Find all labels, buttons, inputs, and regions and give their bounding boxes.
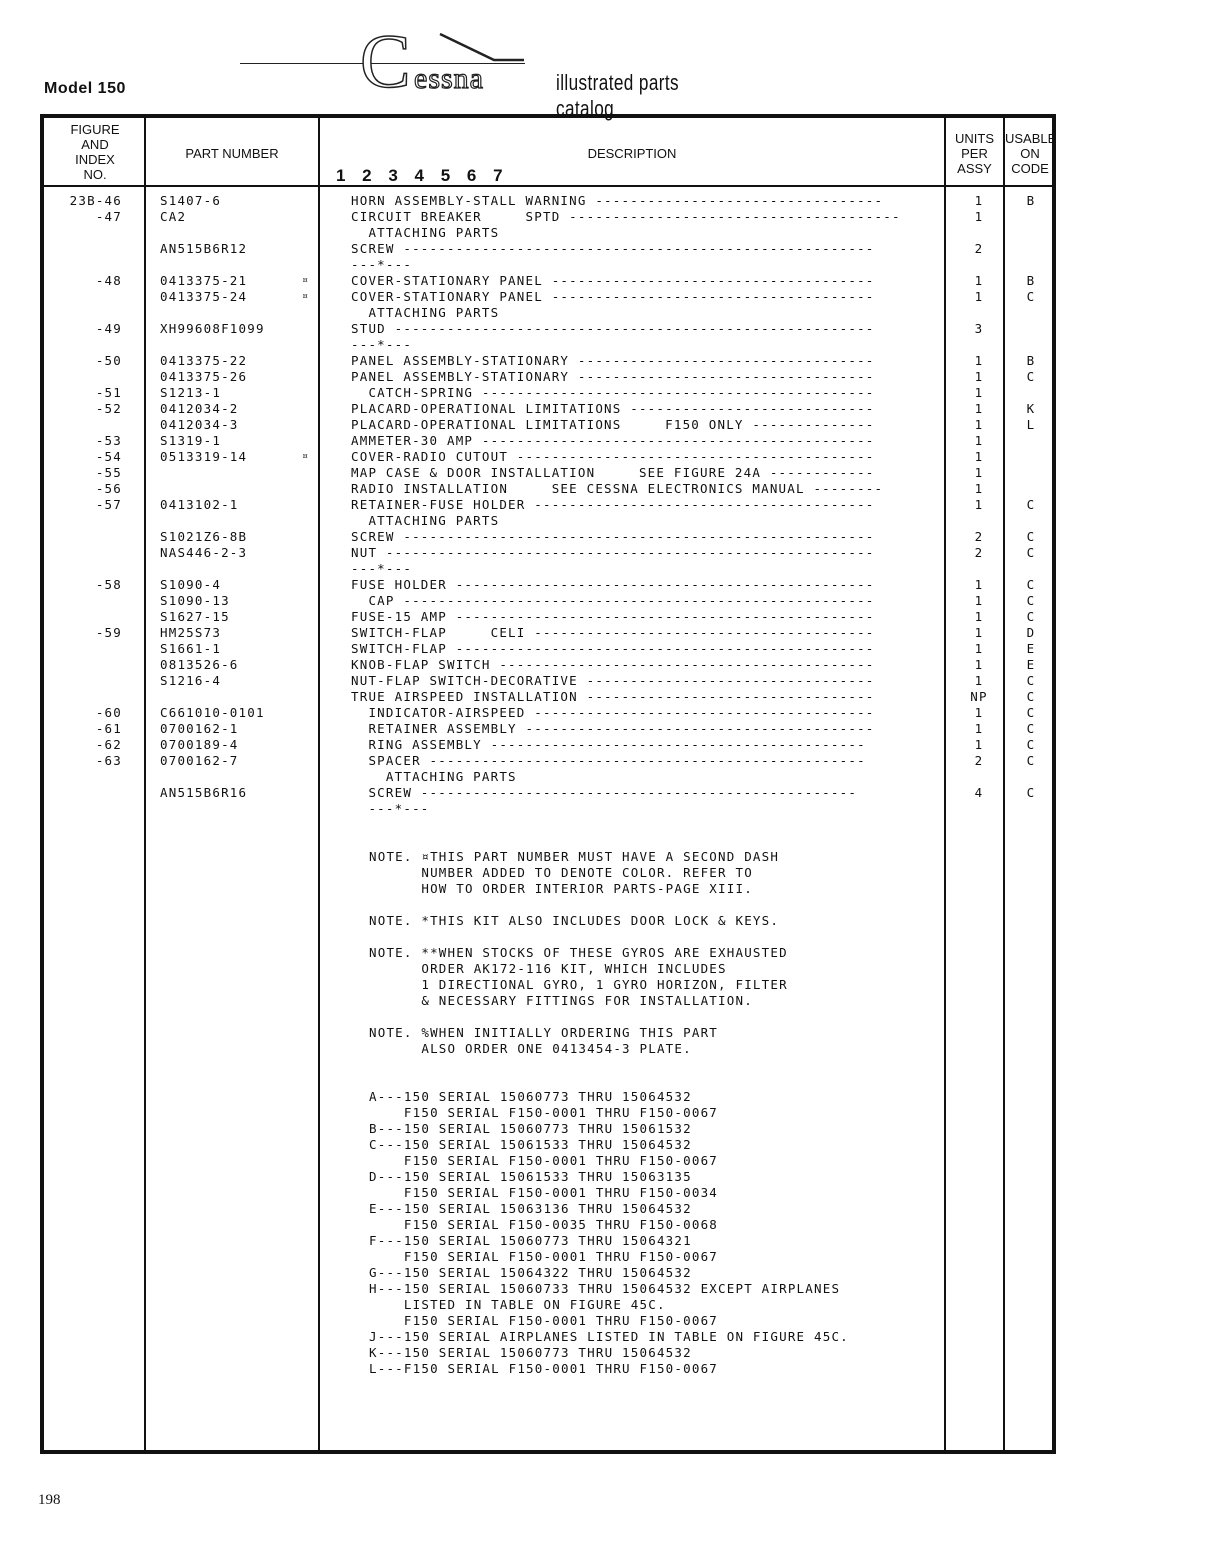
model-label: Model 150 <box>44 80 126 97</box>
serial-code-line: L---F150 SERIAL F150-0001 THRU F150-0067 <box>369 1361 719 1376</box>
table-row <box>0 385 1212 401</box>
note-line: & NECESSARY FITTINGS FOR INSTALLATION. <box>369 993 753 1008</box>
part-number: XH99608F1099 <box>160 321 265 336</box>
part-number: CA2 <box>160 209 187 224</box>
table-row <box>0 689 1212 705</box>
description: SCREW ------------------------------------------------------ <box>351 529 875 544</box>
part-number: 0700162-7 <box>160 753 239 768</box>
description: STUD ------------------------------------------------------- <box>351 321 875 336</box>
description: NUT-FLAP SWITCH-DECORATIVE --------------------------------- <box>351 673 875 688</box>
description: ---*--- <box>351 257 413 272</box>
description: ATTACHING PARTS <box>351 225 500 240</box>
description: MAP CASE & DOOR INSTALLATION SEE FIGURE 24A ------------ <box>351 465 875 480</box>
units-per-assy: 1 <box>974 417 984 432</box>
usable-on-code: B <box>1026 273 1036 288</box>
usable-on-code: C <box>1026 593 1036 608</box>
figure-index-header <box>46 122 144 182</box>
serial-code-line: E---150 SERIAL 15063136 THRU 15064532 <box>369 1201 692 1216</box>
units-per-assy: 1 <box>974 497 984 512</box>
units-per-assy: 1 <box>974 673 984 688</box>
units-per-assy: 3 <box>974 321 984 336</box>
description: CIRCUIT BREAKER SPTD -------------------------------------- <box>351 209 901 224</box>
serial-code-line: G---150 SERIAL 15064322 THRU 15064532 <box>369 1265 692 1280</box>
serial-code-line: F150 SERIAL F150-0001 THRU F150-0067 <box>369 1153 719 1168</box>
usable-on-code: C <box>1026 289 1036 304</box>
part-number: HM25S73 <box>160 625 222 640</box>
units-per-assy: 1 <box>974 385 984 400</box>
part-number: 0513319-14 <box>160 449 248 464</box>
serial-code-line: A---150 SERIAL 15060773 THRU 15064532 <box>369 1089 692 1104</box>
usable-on-code: C <box>1026 497 1036 512</box>
units-per-assy: 1 <box>974 209 984 224</box>
header-line: ON <box>1020 146 1040 161</box>
index-number: -49 <box>95 321 122 336</box>
usable-on-code: C <box>1026 673 1036 688</box>
usable-on-code: L <box>1026 417 1036 432</box>
description: INDICATOR-AIRSPEED --------------------------------------- <box>351 705 875 720</box>
header-line: NO. <box>83 167 107 182</box>
serial-code-line: B---150 SERIAL 15060773 THRU 15061532 <box>369 1121 692 1136</box>
description: RING ASSEMBLY ------------------------------------------- <box>351 737 866 752</box>
description: CAP ------------------------------------------------------ <box>351 593 875 608</box>
part-number: 0813526-6 <box>160 657 239 672</box>
page-number: 198 <box>38 1492 61 1508</box>
note-line: NOTE. *THIS KIT ALSO INCLUDES DOOR LOCK & KEYS. <box>369 913 780 928</box>
usable-on-code: C <box>1026 609 1036 624</box>
table-row <box>0 193 1212 209</box>
units-per-assy: 1 <box>974 465 984 480</box>
usable-on-code: C <box>1026 577 1036 592</box>
header-line: INDEX <box>75 152 115 167</box>
header-line: FIGURE <box>70 122 120 137</box>
header-line: USABLE <box>1005 131 1057 146</box>
usable-on-code: C <box>1026 721 1036 736</box>
part-number: AN515B6R12 <box>160 241 248 256</box>
table-row <box>0 289 1212 305</box>
index-number: -53 <box>95 433 122 448</box>
header-line: CODE <box>1011 161 1049 176</box>
part-number-header: PART NUMBER <box>185 146 279 161</box>
usable-on-code: B <box>1026 193 1036 208</box>
description: RETAINER-FUSE HOLDER --------------------------------------- <box>351 497 875 512</box>
table-row <box>0 641 1212 657</box>
description: HORN ASSEMBLY-STALL WARNING --------------------------------- <box>351 193 884 208</box>
units-per-assy: NP <box>970 689 988 704</box>
table-row <box>0 225 1212 241</box>
description: SCREW ------------------------------------------------------ <box>351 241 875 256</box>
serial-code-line: F150 SERIAL F150-0001 THRU F150-0067 <box>369 1313 719 1328</box>
header-line: ASSY <box>957 161 992 176</box>
index-number: -60 <box>95 705 122 720</box>
note-line: NOTE. ¤THIS PART NUMBER MUST HAVE A SECOND DASH <box>369 849 780 864</box>
description: NUT -------------------------------------------------------- <box>351 545 875 560</box>
units-per-assy: 1 <box>974 481 984 496</box>
color-dash-mark: ¤ <box>302 291 310 302</box>
description: FUSE HOLDER ------------------------------------------------ <box>351 577 875 592</box>
part-number: 0413375-22 <box>160 353 248 368</box>
description: ATTACHING PARTS <box>351 305 500 320</box>
usable-on-code: C <box>1026 737 1036 752</box>
table-row <box>0 305 1212 321</box>
index-number: -55 <box>95 465 122 480</box>
table-row <box>0 529 1212 545</box>
units-per-assy: 2 <box>974 529 984 544</box>
table-row <box>0 465 1212 481</box>
part-number: 0700162-1 <box>160 721 239 736</box>
index-number: -52 <box>95 401 122 416</box>
index-number: 23B-46 <box>69 193 122 208</box>
part-number: 0413375-24 <box>160 289 248 304</box>
units-per-assy: 1 <box>974 577 984 592</box>
cessna-logo <box>240 20 780 121</box>
part-number: S1090-13 <box>160 593 230 608</box>
part-number: S1216-4 <box>160 673 222 688</box>
header-line: UNITS <box>955 131 994 146</box>
index-number: -47 <box>95 209 122 224</box>
table-row <box>0 353 1212 369</box>
part-number: 0412034-3 <box>160 417 239 432</box>
units-per-assy: 4 <box>974 785 984 800</box>
units-per-assy: 1 <box>974 193 984 208</box>
table-row <box>0 657 1212 673</box>
part-number: S1021Z6-8B <box>160 529 248 544</box>
note-line: HOW TO ORDER INTERIOR PARTS-PAGE XIII. <box>369 881 753 896</box>
table-row <box>0 241 1212 257</box>
description: SPACER -------------------------------------------------- <box>351 753 866 768</box>
part-number: 0412034-2 <box>160 401 239 416</box>
index-number: -58 <box>95 577 122 592</box>
logo-swoosh-icon <box>436 32 526 66</box>
table-row <box>0 273 1212 289</box>
units-header <box>946 131 1003 176</box>
serial-code-line: F150 SERIAL F150-0001 THRU F150-0034 <box>369 1185 719 1200</box>
description: PLACARD-OPERATIONAL LIMITATIONS ---------------------------- <box>351 401 875 416</box>
serial-code-line: J---150 SERIAL AIRPLANES LISTED IN TABLE ON FIGURE 45C. <box>369 1329 849 1344</box>
index-number: -61 <box>95 721 122 736</box>
usable-on-code: K <box>1026 401 1036 416</box>
usable-on-code: C <box>1026 689 1036 704</box>
index-number: -59 <box>95 625 122 640</box>
table-row <box>0 401 1212 417</box>
usable-on-code: C <box>1026 753 1036 768</box>
units-per-assy: 1 <box>974 705 984 720</box>
note-line: NUMBER ADDED TO DENOTE COLOR. REFER TO <box>369 865 753 880</box>
usable-on-code: D <box>1026 625 1036 640</box>
header-line: AND <box>81 137 109 152</box>
serial-code-line: C---150 SERIAL 15061533 THRU 15064532 <box>369 1137 692 1152</box>
description: COVER-STATIONARY PANEL ------------------------------------- <box>351 289 875 304</box>
table-row <box>0 545 1212 561</box>
table-row <box>0 369 1212 385</box>
description: CATCH-SPRING --------------------------------------------- <box>351 385 875 400</box>
serial-code-line: H---150 SERIAL 15060733 THRU 15064532 EXCEPT AIRPLANES <box>369 1281 841 1296</box>
part-number: 0700189-4 <box>160 737 239 752</box>
table-row <box>0 673 1212 689</box>
table-row <box>0 449 1212 465</box>
description: ---*--- <box>351 801 430 816</box>
table-row <box>0 209 1212 225</box>
units-per-assy: 1 <box>974 289 984 304</box>
usable-on-code: C <box>1026 369 1036 384</box>
note-line: ORDER AK172-116 KIT, WHICH INCLUDES <box>369 961 727 976</box>
description: TRUE AIRSPEED INSTALLATION --------------------------------- <box>351 689 875 704</box>
usable-on-code: C <box>1026 785 1036 800</box>
units-per-assy: 1 <box>974 449 984 464</box>
description: ATTACHING PARTS <box>351 769 517 784</box>
logo-initial: C <box>360 20 411 104</box>
description: PANEL ASSEMBLY-STATIONARY ---------------------------------- <box>351 353 875 368</box>
part-number: C661010-0101 <box>160 705 265 720</box>
units-per-assy: 1 <box>974 401 984 416</box>
part-number: S1627-15 <box>160 609 230 624</box>
part-number: S1213-1 <box>160 385 222 400</box>
table-row <box>0 785 1212 801</box>
serial-code-line: F---150 SERIAL 15060773 THRU 15064321 <box>369 1233 692 1248</box>
index-number: -54 <box>95 449 122 464</box>
color-dash-mark: ¤ <box>302 451 310 462</box>
description: PANEL ASSEMBLY-STATIONARY ---------------------------------- <box>351 369 875 384</box>
serial-code-line: F150 SERIAL F150-0035 THRU F150-0068 <box>369 1217 719 1232</box>
description: RETAINER ASSEMBLY ---------------------------------------- <box>351 721 875 736</box>
table-row <box>0 577 1212 593</box>
note-line: 1 DIRECTIONAL GYRO, 1 GYRO HORIZON, FILTER <box>369 977 788 992</box>
units-per-assy: 1 <box>974 737 984 752</box>
catalog-title: illustrated parts catalog <box>556 70 679 121</box>
usable-on-code: E <box>1026 641 1036 656</box>
header-divider <box>44 185 1054 187</box>
description: SWITCH-FLAP ------------------------------------------------ <box>351 641 875 656</box>
serial-code-line: K---150 SERIAL 15060773 THRU 15064532 <box>369 1345 692 1360</box>
units-per-assy: 1 <box>974 641 984 656</box>
table-row <box>0 705 1212 721</box>
units-per-assy: 1 <box>974 433 984 448</box>
table-row <box>0 737 1212 753</box>
serial-code-line: F150 SERIAL F150-0001 THRU F150-0067 <box>369 1249 719 1264</box>
description: AMMETER-30 AMP --------------------------------------------- <box>351 433 875 448</box>
serial-code-line: D---150 SERIAL 15061533 THRU 15063135 <box>369 1169 692 1184</box>
index-number: -63 <box>95 753 122 768</box>
part-number: S1407-6 <box>160 193 222 208</box>
usable-on-code: E <box>1026 657 1036 672</box>
usable-on-code: C <box>1026 529 1036 544</box>
index-number: -51 <box>95 385 122 400</box>
description: FUSE-15 AMP ------------------------------------------------ <box>351 609 875 624</box>
part-number: S1661-1 <box>160 641 222 656</box>
description: COVER-RADIO CUTOUT ----------------------------------------- <box>351 449 875 464</box>
table-row <box>0 753 1212 769</box>
header-line: PER <box>961 146 988 161</box>
index-number: -50 <box>95 353 122 368</box>
units-per-assy: 2 <box>974 545 984 560</box>
units-per-assy: 1 <box>974 657 984 672</box>
table-row <box>0 801 1212 817</box>
table-row <box>0 593 1212 609</box>
table-row <box>0 417 1212 433</box>
description-header: DESCRIPTION <box>587 146 677 161</box>
table-row <box>0 769 1212 785</box>
units-per-assy: 1 <box>974 609 984 624</box>
usable-on-code: B <box>1026 353 1036 368</box>
part-number: 0413375-21 <box>160 273 248 288</box>
units-per-assy: 1 <box>974 369 984 384</box>
serial-code-line: LISTED IN TABLE ON FIGURE 45C. <box>369 1297 666 1312</box>
table-row <box>0 257 1212 273</box>
part-number: AN515B6R16 <box>160 785 248 800</box>
index-number: -48 <box>95 273 122 288</box>
note-line: NOTE. %WHEN INITIALLY ORDERING THIS PART <box>369 1025 719 1040</box>
description: PLACARD-OPERATIONAL LIMITATIONS F150 ONLY -------------- <box>351 417 875 432</box>
index-number: -57 <box>95 497 122 512</box>
part-number: NAS446-2-3 <box>160 545 248 560</box>
note-line: ALSO ORDER ONE 0413454-3 PLATE. <box>369 1041 692 1056</box>
units-per-assy: 1 <box>974 721 984 736</box>
color-dash-mark: ¤ <box>302 275 310 286</box>
description: SCREW -------------------------------------------------- <box>351 785 858 800</box>
table-row <box>0 321 1212 337</box>
part-number: 0413102-1 <box>160 497 239 512</box>
units-per-assy: 2 <box>974 753 984 768</box>
note-line: NOTE. **WHEN STOCKS OF THESE GYROS ARE EXHAUSTED <box>369 945 788 960</box>
logo-wordmark: essna <box>414 62 484 95</box>
description: KNOB-FLAP SWITCH ------------------------------------------- <box>351 657 875 672</box>
usable-on-code: C <box>1026 705 1036 720</box>
index-number: -56 <box>95 481 122 496</box>
part-number: S1090-4 <box>160 577 222 592</box>
units-per-assy: 1 <box>974 273 984 288</box>
table-row <box>0 609 1212 625</box>
part-number: 0413375-26 <box>160 369 248 384</box>
table-row <box>0 481 1212 497</box>
table-row <box>0 513 1212 529</box>
units-per-assy: 2 <box>974 241 984 256</box>
table-row <box>0 625 1212 641</box>
description: RADIO INSTALLATION SEE CESSNA ELECTRONICS MANUAL -------- <box>351 481 884 496</box>
description: ---*--- <box>351 337 413 352</box>
table-row <box>0 433 1212 449</box>
description: COVER-STATIONARY PANEL ------------------------------------- <box>351 273 875 288</box>
table-row <box>0 497 1212 513</box>
units-per-assy: 1 <box>974 593 984 608</box>
usable-on-code: C <box>1026 545 1036 560</box>
units-per-assy: 1 <box>974 625 984 640</box>
indent-digits: 1 2 3 4 5 6 7 <box>336 166 509 185</box>
usable-code-header <box>1005 131 1055 176</box>
units-per-assy: 1 <box>974 353 984 368</box>
description: SWITCH-FLAP CELI --------------------------------------- <box>351 625 875 640</box>
part-number: S1319-1 <box>160 433 222 448</box>
table-row <box>0 337 1212 353</box>
index-number: -62 <box>95 737 122 752</box>
description: ATTACHING PARTS <box>351 513 500 528</box>
serial-code-line: F150 SERIAL F150-0001 THRU F150-0067 <box>369 1105 719 1120</box>
description: ---*--- <box>351 561 413 576</box>
table-row <box>0 561 1212 577</box>
table-row <box>0 721 1212 737</box>
